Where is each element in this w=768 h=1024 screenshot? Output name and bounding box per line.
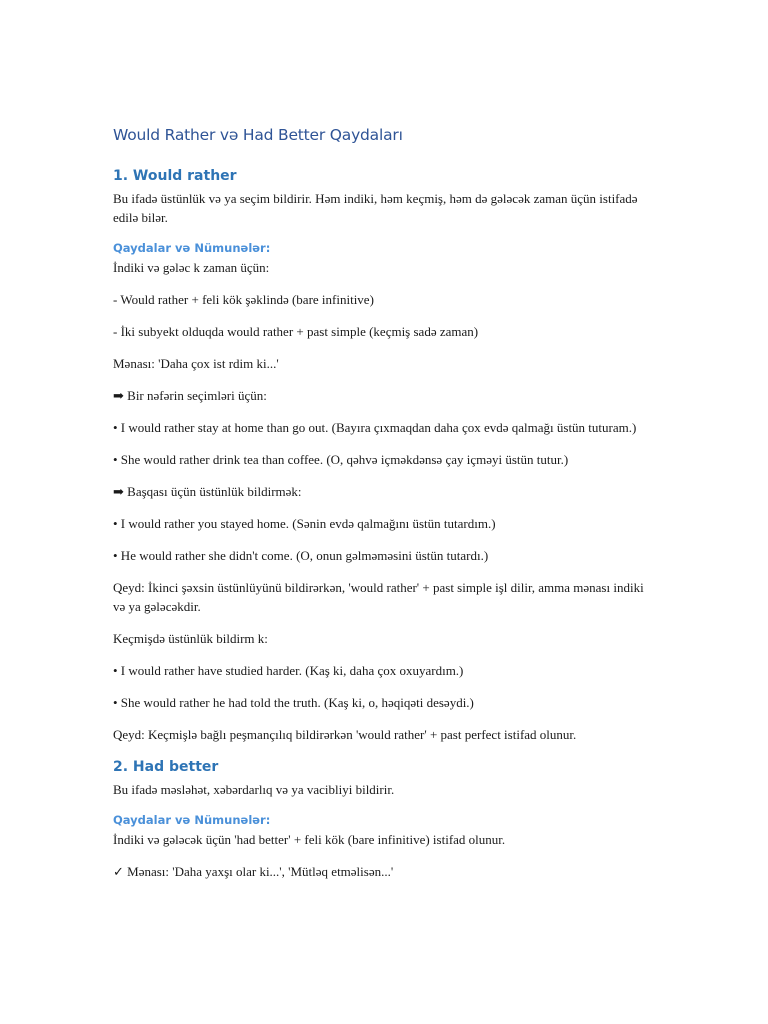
rule-line: İndiki və gələc k zaman üçün: bbox=[113, 260, 270, 275]
example-line: • I would rather have studied harder. (Kaş ki, daha çox oxuyardım.) bbox=[113, 663, 464, 678]
note-line: Qeyd: İkinci şəxsin üstünlüyünü bildirərkən, 'would rather' + past simple işl dilir, amma mənası indiki və ya gələcəkdir. bbox=[113, 580, 644, 614]
section-1-heading: 1. Would rather bbox=[113, 168, 237, 184]
section-1-subheading: Qaydalar və Nümunələr: bbox=[113, 241, 271, 255]
document-title: Would Rather və Had Better Qaydaları bbox=[113, 126, 403, 144]
section-2-intro: Bu ifadə məsləhət, xəbərdarlıq və ya vacibliyi bildirir. bbox=[113, 782, 395, 797]
example-line: • He would rather she didn't come. (O, onun gəlməməsini üstün tutardı.) bbox=[113, 548, 489, 563]
example-line: • She would rather he had told the truth. (Kaş ki, o, həqiqəti desəydi.) bbox=[113, 695, 474, 710]
example-line: • I would rather stay at home than go out. (Bayıra çıxmaqdan daha çox evdə qalmağı üstün tuturam.) bbox=[113, 420, 637, 435]
rule-line: - Would rather + feli kök şəklində (bare infinitive) bbox=[113, 292, 374, 307]
subsection-line: ➡ Başqası üçün üstünlük bildirmək: bbox=[113, 484, 302, 499]
section-2-subheading: Qaydalar və Nümunələr: bbox=[113, 813, 271, 827]
rule-line: - İki subyekt olduqda would rather + past simple (keçmiş sadə zaman) bbox=[113, 324, 479, 339]
example-line: • I would rather you stayed home. (Sənin evdə qalmağını üstün tutardım.) bbox=[113, 516, 496, 531]
rule-line: İndiki və gələcək üçün 'had better' + feli kök (bare infinitive) istifad olunur. bbox=[113, 832, 506, 847]
example-line: • She would rather drink tea than coffee. (O, qəhvə içməkdənsə çay içməyi üstün tutur.) bbox=[113, 452, 569, 467]
meaning-line: Mənası: 'Daha çox ist rdim ki...' bbox=[113, 356, 279, 371]
subsection-line: ➡ Bir nəfərin seçimləri üçün: bbox=[113, 388, 267, 403]
section-2-heading: 2. Had better bbox=[113, 759, 219, 775]
meaning-line: ✓ Mənası: 'Daha yaxşı olar ki...', 'Mütləq etməlisən...' bbox=[113, 864, 394, 879]
section-1-intro: Bu ifadə üstünlük və ya seçim bildirir. Həm indiki, həm keçmiş, həm də gələcək zaman üçün istifadə edilə bilər. bbox=[113, 191, 638, 225]
note-line: Qeyd: Keçmişlə bağlı peşmançılıq bildirərkən 'would rather' + past perfect istifad olunur. bbox=[113, 727, 577, 742]
subsection-line: Keçmişdə üstünlük bildirm k: bbox=[113, 631, 268, 646]
document-page bbox=[113, 124, 658, 894]
